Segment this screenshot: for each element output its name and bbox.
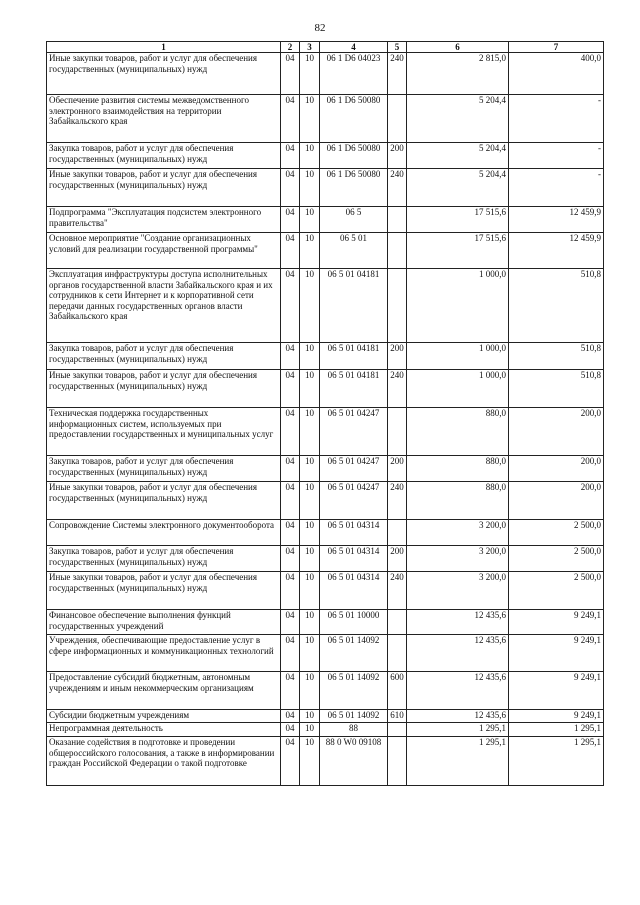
row-subsection-cell: 10 [300,169,320,207]
row-name-cell: Субсидии бюджетным учреждениям [47,710,281,723]
row-subsection-cell: 10 [300,737,320,786]
row-amount-col7-cell: - [509,169,604,207]
table-row [47,233,604,269]
row-expense-type-cell [388,723,407,737]
row-target-article-cell: 06 5 01 04247 [320,408,388,456]
row-target-article-cell: 06 1 D6 50080 [320,169,388,207]
row-target-article-cell: 06 5 01 04314 [320,546,388,572]
row-target-article-cell: 06 5 01 04247 [320,456,388,482]
row-amount-col6-cell: 3 200,0 [407,546,509,572]
row-section-cell: 04 [281,635,300,672]
table-row [47,672,604,710]
row-target-article-cell: 06 5 01 14092 [320,635,388,672]
table-row [47,343,604,370]
row-target-article-cell: 06 5 01 04314 [320,572,388,610]
row-section-cell: 04 [281,610,300,635]
row-subsection-cell: 10 [300,233,320,269]
row-amount-col7-cell: 2 500,0 [509,546,604,572]
budget-table [46,41,604,786]
row-section-cell: 04 [281,53,300,95]
row-section-cell: 04 [281,207,300,233]
row-amount-col6-cell: 17 515,6 [407,233,509,269]
row-section-cell: 04 [281,723,300,737]
row-name-cell: Закупка товаров, работ и услуг для обеспечения государственных (муниципальных) нужд [47,456,281,482]
row-section-cell: 04 [281,343,300,370]
table-row [47,169,604,207]
row-target-article-cell: 06 1 D6 04023 [320,53,388,95]
row-target-article-cell: 88 [320,723,388,737]
row-amount-col7-cell: 510,8 [509,370,604,408]
row-target-article-cell: 06 5 01 04181 [320,269,388,343]
row-subsection-cell: 10 [300,53,320,95]
row-expense-type-cell: 200 [388,143,407,169]
row-section-cell: 04 [281,672,300,710]
row-name-cell: Иные закупки товаров, работ и услуг для обеспечения государственных (муниципальных) нужд [47,572,281,610]
row-target-article-cell: 06 5 01 04247 [320,482,388,520]
row-subsection-cell: 10 [300,546,320,572]
row-amount-col7-cell: - [509,95,604,143]
row-amount-col6-cell: 5 204,4 [407,95,509,143]
row-name-cell: Оказание содействия в подготовке и проведении общероссийского голосования, а также в информировании граждан Российской Федерации о такой подготовке [47,737,281,786]
table-row [47,635,604,672]
row-subsection-cell: 10 [300,456,320,482]
row-target-article-cell: 06 1 D6 50080 [320,143,388,169]
table-row [47,546,604,572]
row-expense-type-cell [388,95,407,143]
row-amount-col7-cell: 9 249,1 [509,610,604,635]
header-col-2: 2 [281,42,300,53]
row-section-cell: 04 [281,572,300,610]
row-name-cell: Эксплуатация инфраструктуры доступа исполнительных органов государственной власти Забайкальского края и их сотрудников к сети Интернет и к корпоративной сети передачи данных государственных органов власти Забайкальского края [47,269,281,343]
row-target-article-cell: 06 5 01 [320,233,388,269]
row-subsection-cell: 10 [300,672,320,710]
row-amount-col7-cell: 12 459,9 [509,233,604,269]
row-expense-type-cell: 240 [388,572,407,610]
row-subsection-cell: 10 [300,610,320,635]
row-subsection-cell: 10 [300,143,320,169]
row-amount-col6-cell: 3 200,0 [407,572,509,610]
row-amount-col6-cell: 2 815,0 [407,53,509,95]
row-target-article-cell: 06 5 01 04181 [320,370,388,408]
row-section-cell: 04 [281,169,300,207]
row-expense-type-cell: 240 [388,482,407,520]
row-expense-type-cell: 240 [388,169,407,207]
table-row [47,408,604,456]
table-row [47,710,604,723]
header-col-3: 3 [300,42,320,53]
row-expense-type-cell [388,269,407,343]
row-name-cell: Сопровождение Системы электронного документооборота [47,520,281,546]
row-amount-col7-cell: 2 500,0 [509,520,604,546]
row-amount-col7-cell: - [509,143,604,169]
row-amount-col7-cell: 9 249,1 [509,635,604,672]
row-section-cell: 04 [281,737,300,786]
row-name-cell: Учреждения, обеспечивающие предоставление услуг в сфере информационных и коммуникационных технологий [47,635,281,672]
table-row [47,53,604,95]
row-target-article-cell: 06 5 01 04181 [320,343,388,370]
row-name-cell: Закупка товаров, работ и услуг для обеспечения государственных (муниципальных) нужд [47,143,281,169]
row-expense-type-cell [388,635,407,672]
row-subsection-cell: 10 [300,370,320,408]
row-section-cell: 04 [281,233,300,269]
header-col-6: 6 [407,42,509,53]
row-amount-col6-cell: 17 515,6 [407,207,509,233]
row-amount-col6-cell: 1 000,0 [407,343,509,370]
row-section-cell: 04 [281,269,300,343]
row-expense-type-cell: 200 [388,456,407,482]
row-amount-col6-cell: 1 000,0 [407,269,509,343]
row-section-cell: 04 [281,408,300,456]
row-amount-col7-cell: 200,0 [509,408,604,456]
row-expense-type-cell: 200 [388,343,407,370]
row-expense-type-cell: 240 [388,53,407,95]
row-target-article-cell: 06 5 01 14092 [320,710,388,723]
table-row [47,520,604,546]
row-section-cell: 04 [281,95,300,143]
table-row [47,737,604,786]
row-section-cell: 04 [281,520,300,546]
row-amount-col6-cell: 1 295,1 [407,737,509,786]
row-name-cell: Иные закупки товаров, работ и услуг для обеспечения государственных (муниципальных) нужд [47,169,281,207]
row-name-cell: Закупка товаров, работ и услуг для обеспечения государственных (муниципальных) нужд [47,343,281,370]
row-name-cell: Иные закупки товаров, работ и услуг для обеспечения государственных (муниципальных) нужд [47,370,281,408]
table-row [47,456,604,482]
row-amount-col6-cell: 880,0 [407,482,509,520]
table-body [47,53,604,786]
row-amount-col6-cell: 5 204,4 [407,169,509,207]
row-name-cell: Обеспечение развития системы межведомственного электронного взаимодействия на территории Забайкальского края [47,95,281,143]
header-col-7: 7 [509,42,604,53]
table-row [47,723,604,737]
row-amount-col6-cell: 1 000,0 [407,370,509,408]
row-expense-type-cell [388,610,407,635]
table-row [47,269,604,343]
row-expense-type-cell [388,520,407,546]
header-col-1: 1 [47,42,281,53]
header-col-5: 5 [388,42,407,53]
row-amount-col7-cell: 9 249,1 [509,710,604,723]
row-subsection-cell: 10 [300,520,320,546]
row-subsection-cell: 10 [300,408,320,456]
row-expense-type-cell [388,408,407,456]
row-subsection-cell: 10 [300,635,320,672]
row-section-cell: 04 [281,143,300,169]
table-row [47,143,604,169]
row-subsection-cell: 10 [300,269,320,343]
row-section-cell: 04 [281,456,300,482]
row-name-cell: Закупка товаров, работ и услуг для обеспечения государственных (муниципальных) нужд [47,546,281,572]
row-name-cell: Подпрограмма "Эксплуатация подсистем электронного правительства" [47,207,281,233]
row-target-article-cell: 06 1 D6 50080 [320,95,388,143]
table-row [47,482,604,520]
header-col-4: 4 [320,42,388,53]
row-amount-col6-cell: 12 435,6 [407,672,509,710]
row-amount-col6-cell: 880,0 [407,408,509,456]
row-amount-col7-cell: 12 459,9 [509,207,604,233]
row-name-cell: Предоставление субсидий бюджетным, автономным учреждениям и иным некоммерческим организациям [47,672,281,710]
row-amount-col7-cell: 510,8 [509,269,604,343]
row-target-article-cell: 06 5 01 10000 [320,610,388,635]
row-expense-type-cell [388,233,407,269]
row-subsection-cell: 10 [300,95,320,143]
row-expense-type-cell: 600 [388,672,407,710]
row-name-cell: Иные закупки товаров, работ и услуг для обеспечения государственных (муниципальных) нужд [47,482,281,520]
table-row [47,207,604,233]
row-name-cell: Техническая поддержка государственных информационных систем, используемых при предоставлении государственных и муниципальных услуг [47,408,281,456]
row-amount-col7-cell: 400,0 [509,53,604,95]
table-row [47,95,604,143]
row-subsection-cell: 10 [300,343,320,370]
row-expense-type-cell: 200 [388,546,407,572]
row-subsection-cell: 10 [300,482,320,520]
row-expense-type-cell: 610 [388,710,407,723]
row-amount-col7-cell: 1 295,1 [509,723,604,737]
row-target-article-cell: 06 5 [320,207,388,233]
row-amount-col7-cell: 9 249,1 [509,672,604,710]
row-amount-col7-cell: 200,0 [509,482,604,520]
row-name-cell: Основное мероприятие "Создание организационных условий для реализации государственной программы" [47,233,281,269]
row-name-cell: Непрограммная деятельность [47,723,281,737]
row-amount-col6-cell: 12 435,6 [407,635,509,672]
row-amount-col6-cell: 12 435,6 [407,710,509,723]
row-amount-col6-cell: 3 200,0 [407,520,509,546]
page-number: 82 [314,22,326,34]
row-subsection-cell: 10 [300,207,320,233]
row-section-cell: 04 [281,370,300,408]
row-amount-col7-cell: 2 500,0 [509,572,604,610]
row-amount-col6-cell: 880,0 [407,456,509,482]
row-target-article-cell: 06 5 01 04314 [320,520,388,546]
table-row [47,610,604,635]
row-subsection-cell: 10 [300,723,320,737]
row-amount-col6-cell: 5 204,4 [407,143,509,169]
row-section-cell: 04 [281,546,300,572]
row-subsection-cell: 10 [300,572,320,610]
row-amount-col7-cell: 200,0 [509,456,604,482]
row-target-article-cell: 88 0 W0 09108 [320,737,388,786]
table-header-row [47,42,604,53]
row-section-cell: 04 [281,710,300,723]
row-name-cell: Финансовое обеспечение выполнения функций государственных учреждений [47,610,281,635]
row-amount-col7-cell: 1 295,1 [509,737,604,786]
row-amount-col6-cell: 12 435,6 [407,610,509,635]
row-subsection-cell: 10 [300,710,320,723]
table-row [47,572,604,610]
row-expense-type-cell [388,737,407,786]
row-target-article-cell: 06 5 01 14092 [320,672,388,710]
row-expense-type-cell [388,207,407,233]
row-amount-col6-cell: 1 295,1 [407,723,509,737]
row-section-cell: 04 [281,482,300,520]
row-amount-col7-cell: 510,8 [509,343,604,370]
row-expense-type-cell: 240 [388,370,407,408]
row-name-cell: Иные закупки товаров, работ и услуг для обеспечения государственных (муниципальных) нужд [47,53,281,95]
table-row [47,370,604,408]
